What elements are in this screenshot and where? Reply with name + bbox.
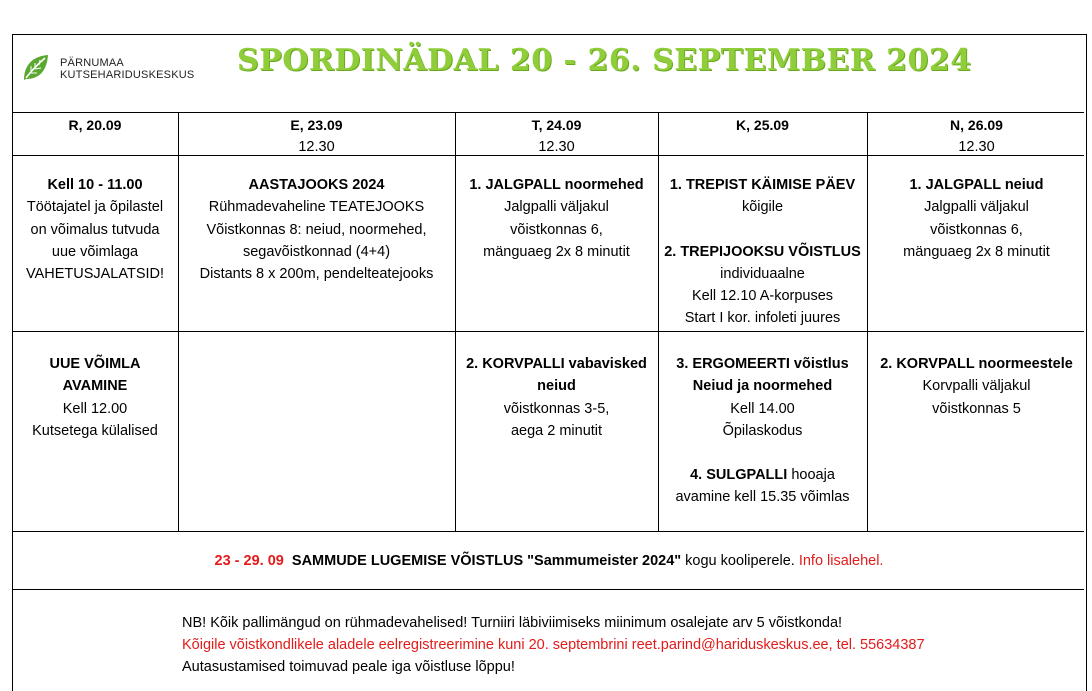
note-line: NB! Kõik pallimängud on rühmadevahelised! Turniiri läbiviimiseks miinimum osalejate arv 5 võistkonda!	[182, 615, 843, 631]
event-line: mänguaeg 2x 8 minutit	[483, 243, 630, 260]
event-title: 3. ERGOMEERTI võistlus	[676, 356, 849, 372]
day-label: N, 26.09	[950, 117, 1003, 133]
event-title: 1. TREPIST KÄIMISE PÄEV	[669, 177, 856, 193]
event-tue-2	[455, 353, 658, 442]
event-thu-2	[867, 353, 1086, 420]
divider-header	[12, 112, 1084, 113]
event-line: mänguaeg 2x 8 minutit	[903, 243, 1050, 260]
day-header-tue	[455, 114, 658, 159]
event-line: Kell 12.00	[62, 400, 128, 417]
day-label: K, 25.09	[736, 117, 789, 133]
day-time: 12.30	[298, 139, 335, 156]
event-line: aega 2 minutit	[510, 422, 603, 439]
day-time: 12.30	[538, 139, 575, 156]
event-line: Kutsetega külalised	[32, 422, 158, 439]
event-line: Start I kor. infoleti juures	[684, 310, 841, 327]
event-line: kõigile	[741, 199, 784, 216]
notes	[182, 612, 925, 678]
event-line: Kell 14.00	[730, 400, 795, 417]
school-logo	[20, 52, 220, 86]
event-fri-1	[12, 174, 178, 285]
event-line: Korvpalli väljakul	[922, 378, 1031, 395]
steps-dates: 23 - 29. 09	[214, 553, 284, 569]
day-label: T, 24.09	[531, 117, 582, 133]
event-line: võistkonnas 3-5,	[503, 400, 610, 417]
event-title: neiud	[537, 378, 576, 395]
badminton-title: 4. SULGPALLI	[690, 467, 788, 484]
event-title: Neiud ja noormehed	[692, 378, 833, 395]
schedule-sheet	[12, 34, 1087, 691]
event-line: Töötajatel ja õpilastel	[26, 199, 164, 216]
event-mon-1	[178, 174, 455, 285]
day-label: E, 23.09	[290, 117, 343, 133]
leaf-icon	[20, 52, 52, 84]
event-line: Jalgpalli väljakul	[504, 199, 609, 216]
frame-top	[12, 34, 1087, 35]
steps-competition	[12, 550, 1086, 572]
frame-right	[1086, 34, 1087, 691]
event-title: AASTAJOOKS 2024	[248, 177, 385, 193]
event-line: võistkonnas 6,	[930, 221, 1023, 238]
event-fri-2	[12, 353, 178, 442]
steps-name: SAMMUDE LUGEMISE VÕISTLUS "Sammumeister 2024"	[291, 553, 682, 569]
event-thu-1	[867, 174, 1086, 263]
event-title: Kell 10 - 11.00	[47, 177, 143, 193]
event-line: Võistkonnas 8: neiud, noormehed,	[206, 221, 427, 238]
event-line: segavõistkonnad (4+4)	[242, 243, 391, 260]
event-title: 1. JALGPALL noormehed	[469, 177, 644, 193]
event-line: individuaalne	[720, 265, 805, 282]
day-label: R, 20.09	[68, 117, 122, 133]
event-line: uue võimlaga	[51, 243, 139, 260]
event-line: Jalgpalli väljakul	[924, 199, 1029, 216]
day-time: 12.30	[958, 139, 995, 156]
page-title: SPORDINÄDAL 20 - 26. SEPTEMBER 2024	[237, 43, 972, 78]
logo-line-2: KUTSEHARIDUSKESKUS	[60, 69, 195, 81]
event-line: Rühmadevaheline TEATEJOOKS	[208, 199, 425, 216]
day-header-wed	[658, 114, 867, 136]
event-wed-2	[658, 353, 867, 509]
event-title: AVAMINE	[62, 378, 128, 395]
divider-row2	[12, 531, 1084, 532]
event-line: võistkonnas 6,	[510, 221, 603, 238]
badminton-rest: hooaja	[787, 467, 835, 484]
event-line: Kell 12.10 A-korpuses	[691, 288, 834, 305]
event-tue-1	[455, 174, 658, 263]
event-title: 1. JALGPALL neiud	[909, 177, 1044, 193]
badminton-line	[658, 464, 867, 486]
event-line: võistkonnas 5	[932, 400, 1021, 417]
event-line: VAHETUSJALATSID!	[25, 266, 165, 283]
event-line: Õpilaskodus	[722, 422, 803, 439]
logo-line-1: PÄRNUMAA	[60, 57, 124, 69]
steps-info: Info lisalehel.	[798, 553, 884, 569]
event-title: 2. KORVPALL noormeestele	[880, 356, 1073, 372]
event-title: 2. KORVPALLI vabavisked	[466, 356, 647, 372]
event-line: on võimalus tutvuda	[30, 221, 160, 238]
note-line: Autasustamised toimuvad peale iga võistluse lõppu!	[182, 659, 515, 675]
event-wed-1	[658, 174, 867, 330]
event-title-2: 2. TREPIJOOKSU VÕISTLUS	[664, 243, 861, 260]
day-header-fri	[12, 114, 178, 136]
steps-rest: kogu kooliperele.	[681, 553, 799, 569]
day-header-mon	[178, 114, 455, 159]
event-title: UUE VÕIMLA	[49, 356, 141, 372]
divider-row1	[12, 331, 1084, 332]
event-line: avamine kell 15.35 võimlas	[675, 489, 850, 506]
event-line: Distants 8 x 200m, pendelteatejooks	[199, 266, 434, 283]
day-header-thu	[867, 114, 1086, 159]
divider-steps	[12, 589, 1084, 590]
note-line-registration: Kõigile võistkondlikele aladele eelregistreerimine kuni 20. septembrini reet.parind@hariduskeskus.ee, tel. 55634387	[182, 637, 925, 653]
